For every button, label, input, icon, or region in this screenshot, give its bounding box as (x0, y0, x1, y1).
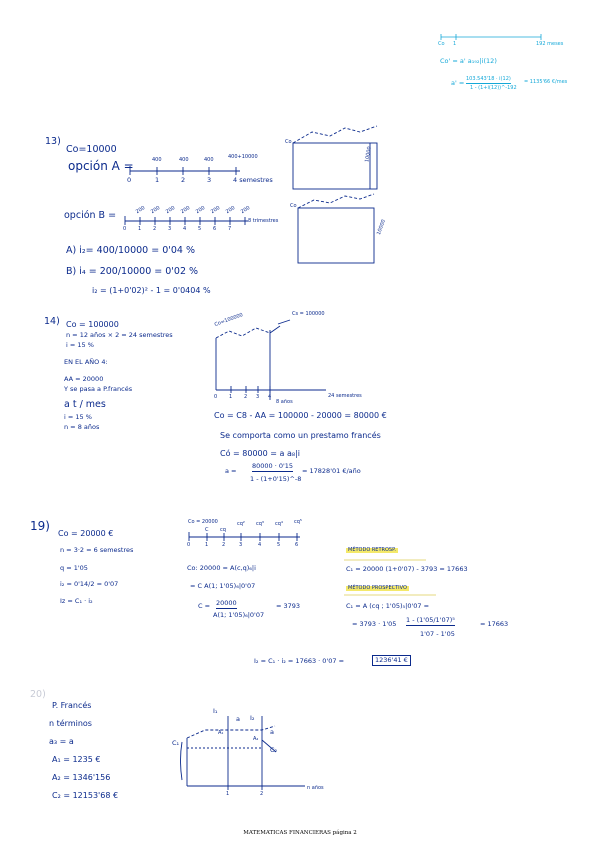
p14-eq-den: 1 - (1+0'15)^-8 (250, 475, 302, 483)
p20-line: a₃ = a (49, 737, 74, 746)
p20-line: C₂ = 12153'68 € (52, 791, 119, 800)
p13-b-amount: 200 (209, 205, 222, 216)
p20-graph-label: a (270, 728, 274, 736)
p14-tick-8: 8 años (276, 399, 293, 405)
p20-graph-label: A₂ (253, 736, 259, 742)
p19-prosp-2-num: 1 - (1'05/1'07)⁵ (406, 616, 455, 624)
p19-tick: 4 (258, 542, 262, 548)
p13-a-tick: 0 (127, 176, 132, 184)
p14-eq: Có = 80000 = a a₈|i (220, 449, 300, 458)
p19-method-num: 20000 (216, 599, 237, 607)
p19-line: Co = 20000 € (58, 529, 114, 538)
p13-a-tick: 2 (181, 176, 186, 184)
p14-tick: 3 (256, 394, 260, 400)
p14-graph-cs: Cs = 100000 (292, 311, 325, 317)
p19-prosp-2-lhs: = 3793 · 1'05 (352, 620, 397, 628)
p20-graph-label: A₁ (218, 730, 224, 736)
corner-axis-start: Co (438, 41, 445, 47)
p20-line: n términos (49, 719, 92, 728)
p13-b-amount: 200 (239, 205, 252, 216)
p13-line-b: B) i₄ = 200/10000 = 0'02 % (66, 266, 199, 277)
p13-co: Co=10000 (66, 144, 117, 155)
p19-method: = C A(1; 1'05)₆|0'07 (190, 582, 256, 590)
p13-box-b-side: 10000 (375, 218, 388, 236)
p13-timeline-a (130, 166, 240, 175)
p13-a-amount: 400+10000 (228, 154, 258, 160)
corner-axis-end: 192 meses (536, 41, 564, 47)
p13-box-a-side: 10000 (364, 146, 373, 163)
p19-line: i₂ = 0'14/2 = 0'07 (60, 580, 119, 588)
p19-line: Iz = C₁ · i₂ (60, 597, 93, 605)
p19-tick: 2 (222, 542, 226, 548)
p14-line: n = 12 años × 2 = 24 semestres (66, 331, 173, 339)
p19-metodo-prosp: MÉTODO PROSPECTIVO (348, 585, 407, 591)
p14-eq-lhs: a = (225, 467, 237, 475)
p13-box-b-top: Co (290, 203, 297, 209)
p13-b-amount: 200 (179, 205, 192, 216)
p19-retro-eq: C₁ = 20000 (1+0'07) - 3793 = 17663 (346, 565, 468, 573)
corner-timeline (441, 34, 541, 40)
p13-line-b2: i₂ = (1+0'02)² - 1 = 0'0404 % (92, 286, 211, 295)
p13-b-amount: 200 (149, 205, 162, 216)
p19-method-den: A(1; 1'05)₆|0'07 (213, 611, 265, 619)
p13-a-tick: 1 (155, 176, 160, 184)
p20-tick: 2 (260, 791, 264, 797)
corner-formula-1: Co' = a' a₁₉₂|i(12) (440, 57, 497, 65)
p19-metodo-retro: MÉTODO RETROSP. (348, 547, 396, 553)
p14-graph-top: Co=100000 (213, 312, 244, 328)
p19-method-rhs: = 3793 (276, 602, 301, 610)
p20-number: 20) (30, 689, 46, 700)
p13-opcion-b: opción B = (64, 210, 117, 221)
p14-line: i = 15 % (66, 341, 94, 349)
p13-box-a-top: Co (285, 139, 292, 145)
p13-number: 13) (45, 136, 61, 147)
p19-cq: C (205, 527, 209, 533)
p13-b-tick: 1 (138, 226, 142, 232)
p20-line: A₂ = 1346'156 (52, 773, 111, 782)
corner-formula-2-den: 1 - (1+i(12))^-192 (470, 85, 517, 91)
p19-line: q = 1'05 (60, 564, 88, 572)
p14-eq-rhs: = 17828'01 €/año (302, 467, 361, 475)
p19-prosp-2-rhs: = 17663 (480, 620, 509, 628)
p13-a-amount: 400 (204, 157, 214, 163)
corner-formula-2-rhs: = 1135'66 €/mes (524, 79, 568, 85)
p19-prosp-2-den: 1'07 - 1'05 (420, 630, 455, 638)
p14-eq-num: 80000 · 0'15 (252, 462, 294, 470)
p14-tick: 2 (244, 394, 248, 400)
p19-cq: cq⁴ (275, 521, 283, 527)
page-footer: MATEMATICAS FINANCIERAS página 2 (243, 830, 357, 836)
p20-graph-label: C₂ (270, 746, 278, 754)
p13-b-tick: 7 (228, 226, 232, 232)
p13-a-amount: 400 (152, 157, 162, 163)
p13-a-tick: 3 (207, 176, 212, 184)
p13-box-b (298, 194, 374, 263)
p19-cq: cq³ (256, 521, 264, 527)
p14-tick-24: 24 semestres (328, 393, 362, 399)
p13-a-tick: 4 semestres (233, 176, 273, 184)
p13-b-tick: 8 trimestres (248, 218, 279, 224)
p19-tick: 0 (187, 542, 191, 548)
p20-line: P. Francés (52, 701, 92, 710)
corner-formula-2-num: 103.543'18 · i(12) (466, 76, 511, 82)
p19-line: n = 3·2 = 6 semestres (60, 546, 134, 554)
corner-axis-one: 1 (453, 41, 457, 47)
p13-b-amount: 200 (194, 205, 207, 216)
p13-line-a: A) i₂= 400/10000 = 0'04 % (66, 245, 195, 256)
p20-graph-label: I₁ (213, 707, 218, 715)
p14-eq: Co = C8 - AA = 100000 - 20000 = 80000 € (214, 411, 387, 420)
p19-method-lhs: C = (198, 602, 211, 610)
p14-line: AA = 20000 (64, 375, 104, 383)
p19-tick: 3 (239, 542, 243, 548)
p13-b-amount: 200 (164, 205, 177, 216)
p14-tick: 4 (268, 394, 272, 400)
p19-prosp-1: C₁ = A (cq ; 1'05)₅|0'07 = (346, 602, 430, 610)
p14-number: 14) (44, 316, 60, 327)
p13-b-tick: 0 (123, 226, 127, 232)
p19-result: I₂ = C₁ · i₂ = 17663 · 0'07 = (254, 657, 345, 665)
p13-b-tick: 3 (168, 226, 172, 232)
p13-b-amount: 200 (134, 205, 147, 216)
p14-tick: 1 (229, 394, 233, 400)
p20-graph (181, 716, 306, 790)
p19-number: 19) (30, 519, 50, 533)
p13-b-tick: 6 (213, 226, 217, 232)
p20-tick: n años (307, 785, 324, 791)
p19-cq: cq² (237, 521, 245, 527)
p13-timeline-b (125, 216, 248, 225)
corner-formula-2-lhs: a' = (451, 79, 465, 87)
p14-line: Y se pasa a P.francés (64, 385, 133, 393)
p20-graph-label: I₂ (250, 714, 255, 722)
p19-result-box: 1236'41 € (372, 655, 411, 666)
p20-graph-label: a (236, 715, 240, 723)
p19-cq: cq⁵ (294, 519, 302, 525)
p20-tick: 1 (226, 791, 230, 797)
p14-line: Co = 100000 (66, 320, 119, 329)
p14-tick: 0 (214, 394, 218, 400)
p20-line: A₁ = 1235 € (52, 755, 101, 764)
p13-b-tick: 5 (198, 226, 202, 232)
p19-graph-top: Co = 20000 (188, 519, 218, 525)
p19-tick: 6 (295, 542, 299, 548)
p14-graph (216, 320, 326, 400)
p14-line: n = 8 años (64, 423, 100, 431)
p13-b-tick: 2 (153, 226, 157, 232)
p13-a-amount: 400 (179, 157, 189, 163)
p13-b-tick: 4 (183, 226, 187, 232)
p13-opcion-a: opción A = (68, 159, 134, 173)
p14-eq: Se comporta como un prestamo francés (220, 431, 381, 440)
p14-line: a t / mes (64, 399, 106, 410)
p20-graph-label: C₁ (172, 739, 180, 747)
p13-b-amount: 200 (224, 205, 237, 216)
p14-line: i = 15 % (64, 413, 92, 421)
p19-tick: 5 (277, 542, 281, 548)
p19-method: Co: 20000 = A(c,q)₆|i (187, 564, 256, 572)
p14-line: EN EL AÑO 4: (64, 358, 108, 366)
p19-cq: cq (220, 527, 226, 533)
p19-timeline (189, 532, 300, 541)
p19-tick: 1 (205, 542, 209, 548)
